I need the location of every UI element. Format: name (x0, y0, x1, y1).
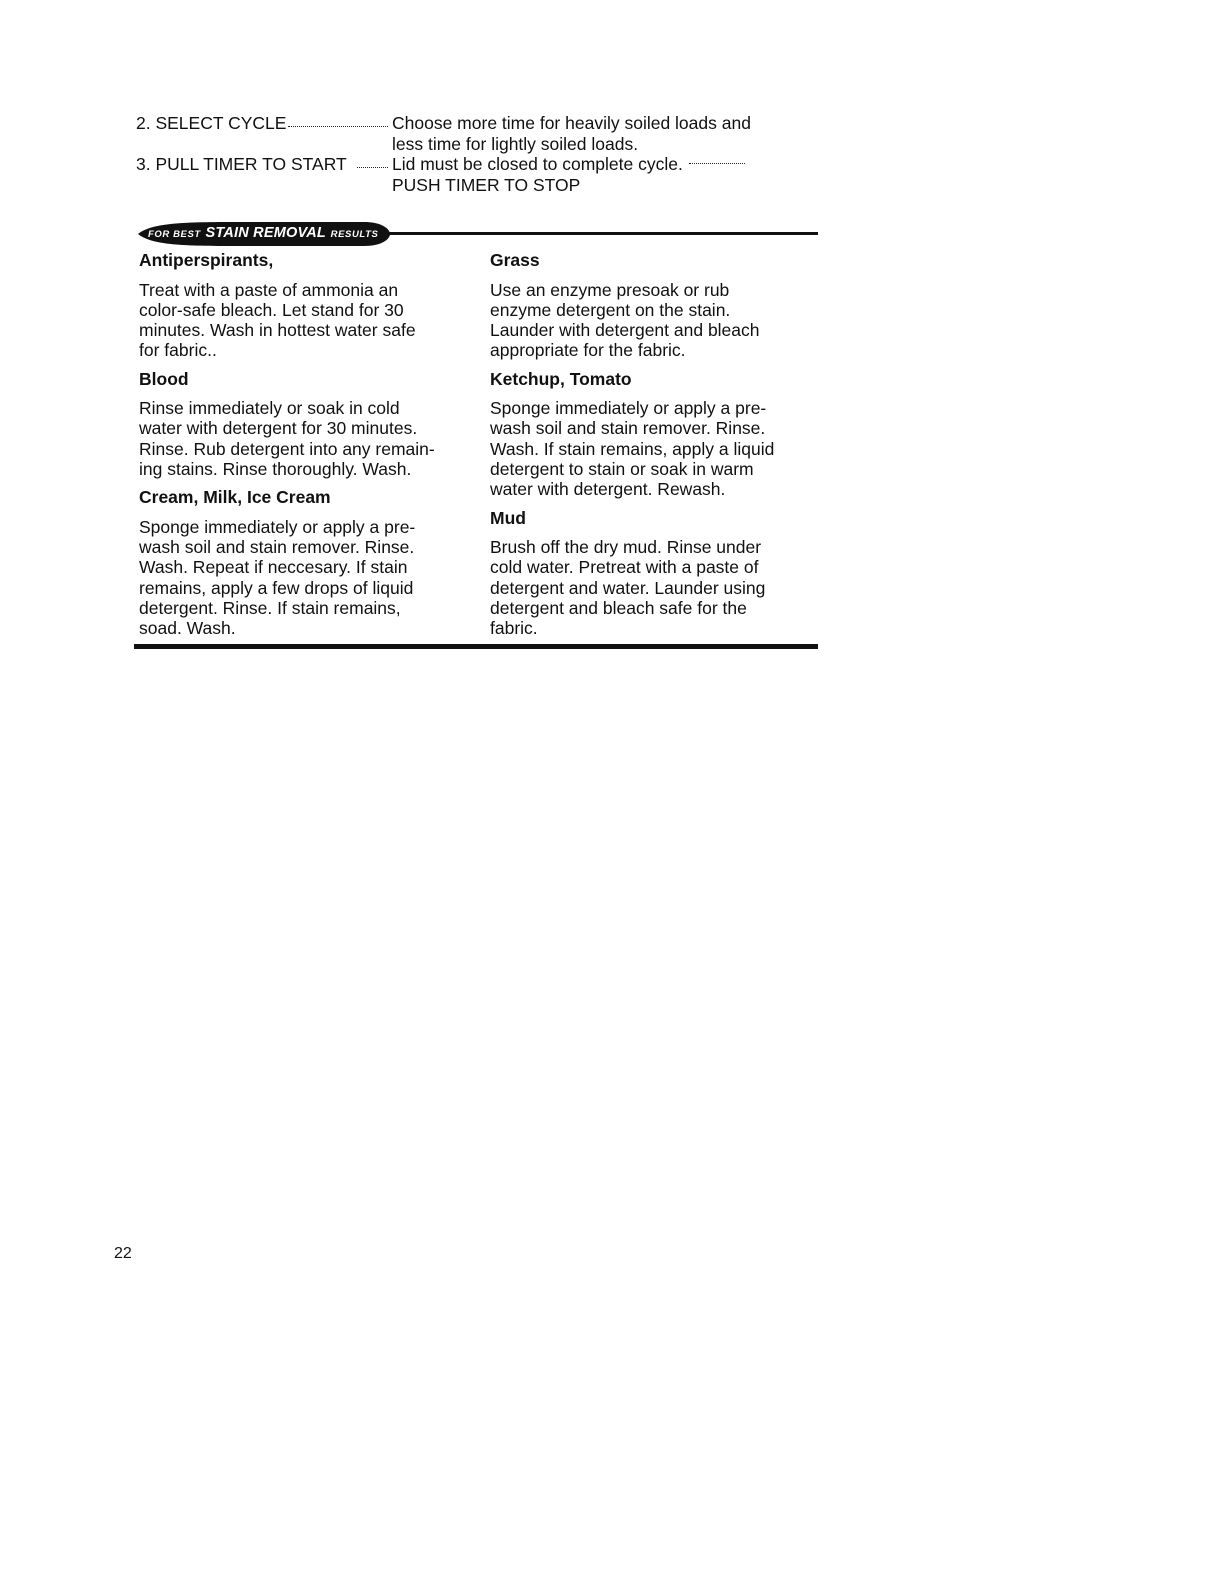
text-line: Rinse immediately or soak in cold (139, 398, 400, 419)
text-line: appropriate for the fabric. (490, 340, 686, 361)
text-line: water with detergent. Rewash. (490, 479, 726, 500)
stain-entry-grass (490, 250, 820, 361)
text-line: Rinse. Rub detergent into any remain- (139, 438, 435, 459)
step-description (392, 154, 745, 175)
stain-column-right (490, 250, 820, 647)
banner-suffix: RESULTS (330, 229, 379, 240)
step-pull-timer-line2 (136, 175, 836, 196)
text-line: Launder with detergent and bleach (490, 320, 760, 341)
text-line: color-safe bleach. Let stand for 30 (139, 299, 404, 320)
text-line: detergent and bleach safe for the (490, 598, 747, 619)
stain-instructions (139, 398, 451, 479)
banner-main: STAIN REMOVAL (205, 225, 326, 241)
text-line: wash soil and stain remover. Rinse. (139, 537, 415, 558)
text-line: soad. Wash. (139, 618, 236, 639)
stain-instructions (139, 280, 451, 361)
stain-title: Ketchup, Tomato (490, 368, 632, 389)
step-label: 3. PULL TIMER TO START (136, 154, 347, 174)
step-description: PUSH TIMER TO STOP (392, 174, 581, 195)
banner-rule (334, 232, 818, 235)
step-description-text: Lid must be closed to complete cycle. (392, 154, 683, 174)
text-line: detergent. Rinse. If stain remains, (139, 598, 401, 619)
dotted-leader (689, 163, 745, 164)
text-line: Sponge immediately or apply a pre- (490, 398, 767, 419)
dotted-leader (288, 126, 388, 127)
stain-title: Mud (490, 507, 526, 528)
text-line: fabric. (490, 618, 538, 639)
stain-removal-banner (134, 218, 818, 248)
stain-column-left (139, 250, 469, 647)
step-description: Choose more time for heavily soiled loads and (392, 113, 751, 133)
banner-title (148, 224, 378, 242)
text-line: remains, apply a few drops of liquid (139, 577, 414, 598)
step-description: less time for lightly soiled loads. (392, 133, 639, 154)
step-pull-timer-line1 (136, 154, 836, 175)
text-line: Brush off the dry mud. Rinse under (490, 537, 762, 558)
text-line: minutes. Wash in hottest water safe (139, 320, 416, 341)
stain-title: Blood (139, 368, 189, 389)
text-line: Wash. If stain remains, apply a liquid (490, 438, 775, 459)
text-line: Sponge immediately or apply a pre- (139, 516, 416, 537)
section-bottom-rule (134, 644, 818, 649)
stain-title: Cream, Milk, Ice Cream (139, 487, 331, 508)
text-line: enzyme detergent on the stain. (490, 299, 731, 320)
text-line: Treat with a paste of ammonia an (139, 279, 399, 300)
stain-entry-cream-milk (139, 487, 469, 638)
step-select-cycle-line1 (136, 113, 836, 134)
text-line: detergent to stain or soak in warm (490, 459, 754, 480)
text-line: cold water. Pretreat with a paste of (490, 557, 759, 578)
stain-title: Antiperspirants, (139, 250, 274, 270)
text-line: wash soil and stain remover. Rinse. (490, 418, 766, 439)
stain-instructions (490, 398, 810, 499)
text-line: ing stains. Rinse thoroughly. Wash. (139, 459, 412, 480)
stain-entry-antiperspirants (139, 250, 469, 361)
step-select-cycle-line2 (136, 134, 836, 155)
page-number: 22 (114, 1245, 132, 1262)
text-line: Use an enzyme presoak or rub (490, 279, 730, 300)
cycle-steps (136, 113, 836, 195)
text-line: for fabric.. (139, 340, 217, 361)
stain-entry-mud (490, 508, 820, 639)
stain-entry-blood (139, 369, 469, 480)
stain-entry-ketchup (490, 369, 820, 500)
stain-instructions (139, 517, 451, 639)
step-label: 2. SELECT CYCLE (136, 113, 287, 133)
text-line: detergent and water. Launder using (490, 577, 766, 598)
stain-instructions (490, 280, 810, 361)
text-line: Wash. Repeat if neccesary. If stain (139, 557, 408, 578)
banner-prefix: FOR BEST (148, 229, 201, 240)
stain-title: Grass (490, 250, 540, 270)
text-line: water with detergent for 30 minutes. (139, 418, 418, 439)
dotted-leader (357, 167, 388, 168)
stain-instructions (490, 537, 810, 638)
